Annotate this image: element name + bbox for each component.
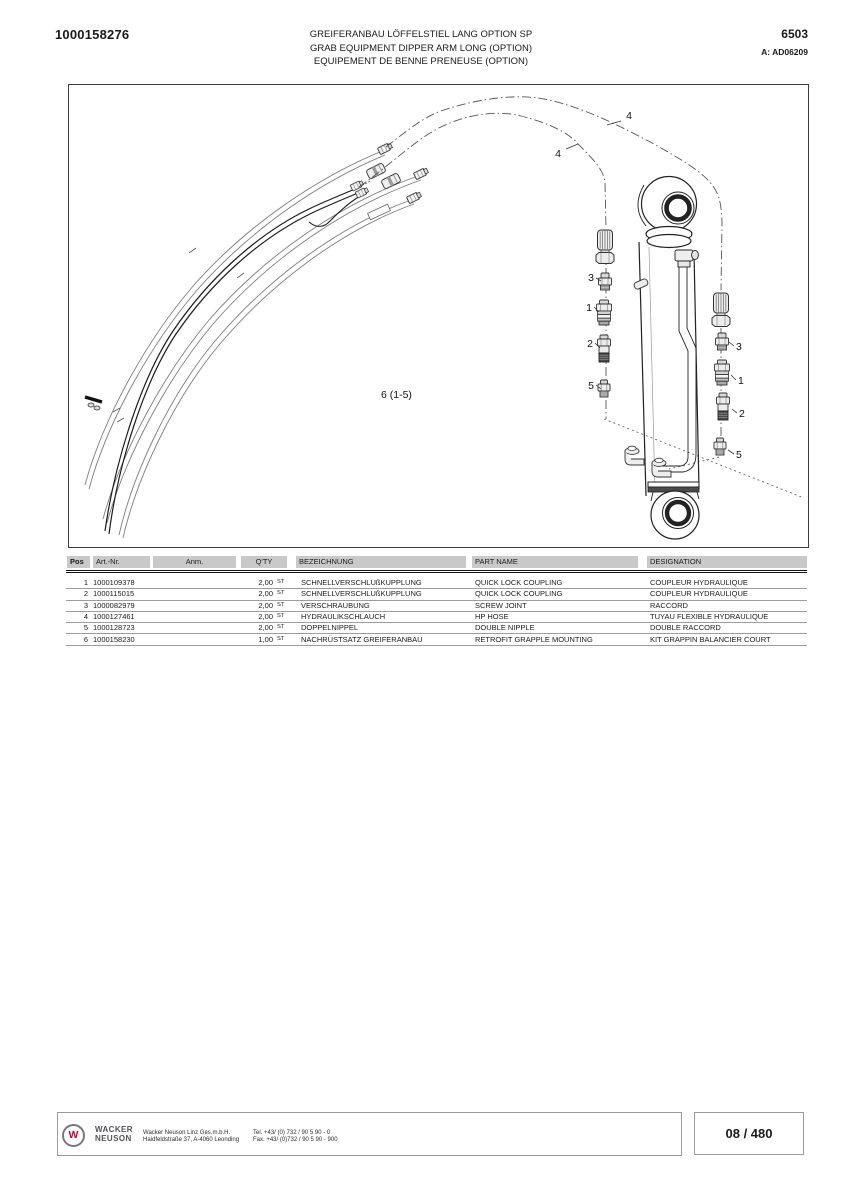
cell-bezeichnung: SCHNELLVERSCHLUßKUPPLUNG: [301, 578, 422, 587]
footer-company-box: [57, 1112, 682, 1156]
fittings-right-column: [712, 293, 745, 461]
cell-qty: 2,00: [258, 578, 273, 587]
company-street: Haidfeldstraße 37, A-4060 Leonding: [143, 1137, 240, 1144]
cell-designation: KIT GRAPPIN BALANCIER COURT: [650, 634, 771, 644]
cell-pos: 5: [83, 623, 88, 633]
hose-callouts: [381, 110, 632, 401]
parts-table: [66, 556, 807, 652]
col-header-part-name: PART NAME: [472, 556, 638, 568]
col-header-art-nr: Art.-Nr.: [93, 556, 150, 568]
part-3-right: [716, 333, 729, 350]
cell-art-nr: 1000158230: [93, 634, 135, 644]
cell-bezeichnung: VERSCHRAUBUNG: [301, 600, 370, 610]
part-3-left: [599, 273, 612, 290]
brand-line-2: NEUSON: [95, 1133, 132, 1143]
company-contact: [253, 1130, 338, 1144]
cell-unit: ST: [277, 624, 285, 631]
col-header-designation: DESIGNATION: [647, 556, 807, 568]
callout-4-left: 4: [555, 148, 561, 160]
cell-pos: 3: [83, 600, 88, 610]
callout-right-3: 3: [736, 341, 742, 353]
callout-right-2: 2: [739, 408, 745, 420]
diagram-svg: [69, 85, 808, 547]
quick-coupling-sleeve-right: [712, 293, 730, 327]
hydraulic-cylinder: [625, 177, 699, 540]
header-divider: [66, 570, 807, 573]
callout-right-5: 5: [736, 449, 742, 461]
col-header-anm: Anm.: [153, 556, 236, 568]
cell-pos: 6: [83, 634, 88, 644]
cell-bezeichnung: NACHRÜSTSATZ GREIFERANBAU: [301, 634, 423, 644]
cell-bezeichnung: HYDRAULIKSCHLAUCH: [301, 611, 386, 621]
routing-paths: [359, 97, 722, 437]
company-address: [143, 1130, 239, 1144]
col-header-bezeichnung: BEZEICHNUNG: [296, 556, 466, 568]
part-5-right: [714, 438, 726, 455]
cell-qty: 2,00: [258, 611, 273, 621]
callout-left-1: 1: [586, 302, 592, 314]
header-right: [761, 27, 808, 57]
company-name: Wacker Neuson Linz Ges.m.b.H.: [143, 1130, 231, 1136]
brand-wordmark: [95, 1126, 133, 1143]
cell-pos: 4: [83, 611, 88, 621]
cell-bezeichnung: DOPPELNIPPEL: [301, 623, 359, 633]
title-french: EQUIPEMENT DE BENNE PRENEUSE (OPTION): [313, 56, 529, 67]
page-indicator: 08 / 480: [694, 1112, 804, 1155]
cell-unit: ST: [277, 635, 285, 642]
revision-code: A: AD06209: [761, 47, 808, 57]
fittings-left-column: [586, 230, 614, 397]
cell-designation: COUPLEUR HYDRAULIQUE: [650, 589, 748, 599]
cell-art-nr: 1000109378: [93, 578, 135, 587]
quick-coupling-loose-2: [381, 173, 401, 190]
callout-4-right: 4: [626, 110, 632, 122]
part-2-right: [717, 393, 730, 420]
hose-bundle: [85, 151, 421, 538]
cell-qty: 1,00: [258, 634, 273, 644]
cell-pos: 1: [83, 578, 88, 587]
part-1-left: [597, 300, 612, 325]
callout-right-1: 1: [738, 375, 744, 387]
exploded-diagram: [68, 84, 809, 548]
title-german: GREIFERANBAU LÖFFELSTIEL LANG OPTION SP: [309, 29, 533, 40]
col-header-pos: Pos: [67, 556, 90, 568]
cell-unit: ST: [277, 579, 285, 585]
quick-coupling-sleeve-left: [596, 230, 614, 264]
cell-art-nr: 1000082979: [93, 600, 135, 610]
cell-designation: COUPLEUR HYDRAULIQUE: [650, 578, 748, 587]
cell-part-name: HP HOSE: [475, 611, 509, 621]
cell-designation: DOUBLE RACCORD: [650, 623, 721, 633]
cell-art-nr: 1000127461: [93, 611, 135, 621]
part-1-right: [715, 360, 730, 385]
company-tel: Tel. +43/ (0) 732 / 90 5 90 - 0: [253, 1130, 331, 1136]
title-english: GRAB EQUIPMENT DIPPER ARM LONG (OPTION): [309, 42, 533, 54]
assembly-dotted-lines: [604, 419, 804, 498]
company-fax: Fax. +43/ (0)732 / 90 5 90 - 900: [253, 1137, 338, 1144]
cell-unit: ST: [277, 601, 285, 608]
col-header-qty: Q'TY: [241, 556, 287, 568]
cell-art-nr: 1000115015: [93, 589, 135, 599]
callout-left-2: 2: [587, 338, 593, 350]
assembly-ref-label: 6 (1-5): [381, 389, 412, 401]
cell-qty: 2,00: [258, 589, 273, 599]
part-2-left: [598, 335, 611, 362]
cell-part-name: SCREW JOINT: [475, 600, 527, 610]
callout-left-5: 5: [588, 380, 594, 392]
table-row: [66, 634, 807, 646]
cell-part-name: QUICK LOCK COUPLING: [475, 578, 563, 587]
cell-designation: TUYAU FLEXIBLE HYDRAULIQUE: [650, 611, 769, 621]
cell-bezeichnung: SCHNELLVERSCHLUßKUPPLUNG: [301, 589, 422, 599]
cell-designation: RACCORD: [650, 600, 688, 610]
cell-qty: 2,00: [258, 600, 273, 610]
cell-unit: ST: [277, 612, 285, 619]
cell-part-name: QUICK LOCK COUPLING: [475, 589, 563, 599]
cell-part-name: DOUBLE NIPPLE: [475, 623, 535, 633]
callout-left-3: 3: [588, 272, 594, 284]
hose-end-fittings: [350, 142, 429, 203]
cell-part-name: RETROFIT GRAPPLE MOUNTING: [475, 634, 593, 644]
document-number: 1000158276: [55, 27, 130, 42]
brand-line-1: WACKER: [95, 1125, 133, 1134]
cell-qty: 2,00: [258, 623, 273, 633]
page-title: [0, 28, 842, 69]
cell-pos: 2: [83, 589, 88, 599]
wacker-neuson-logo-icon: W: [62, 1124, 85, 1147]
quick-coupling-loose-1: [366, 163, 386, 180]
group-number: 6503: [781, 27, 808, 41]
cell-art-nr: 1000128723: [93, 623, 135, 633]
cell-unit: ST: [277, 590, 285, 597]
